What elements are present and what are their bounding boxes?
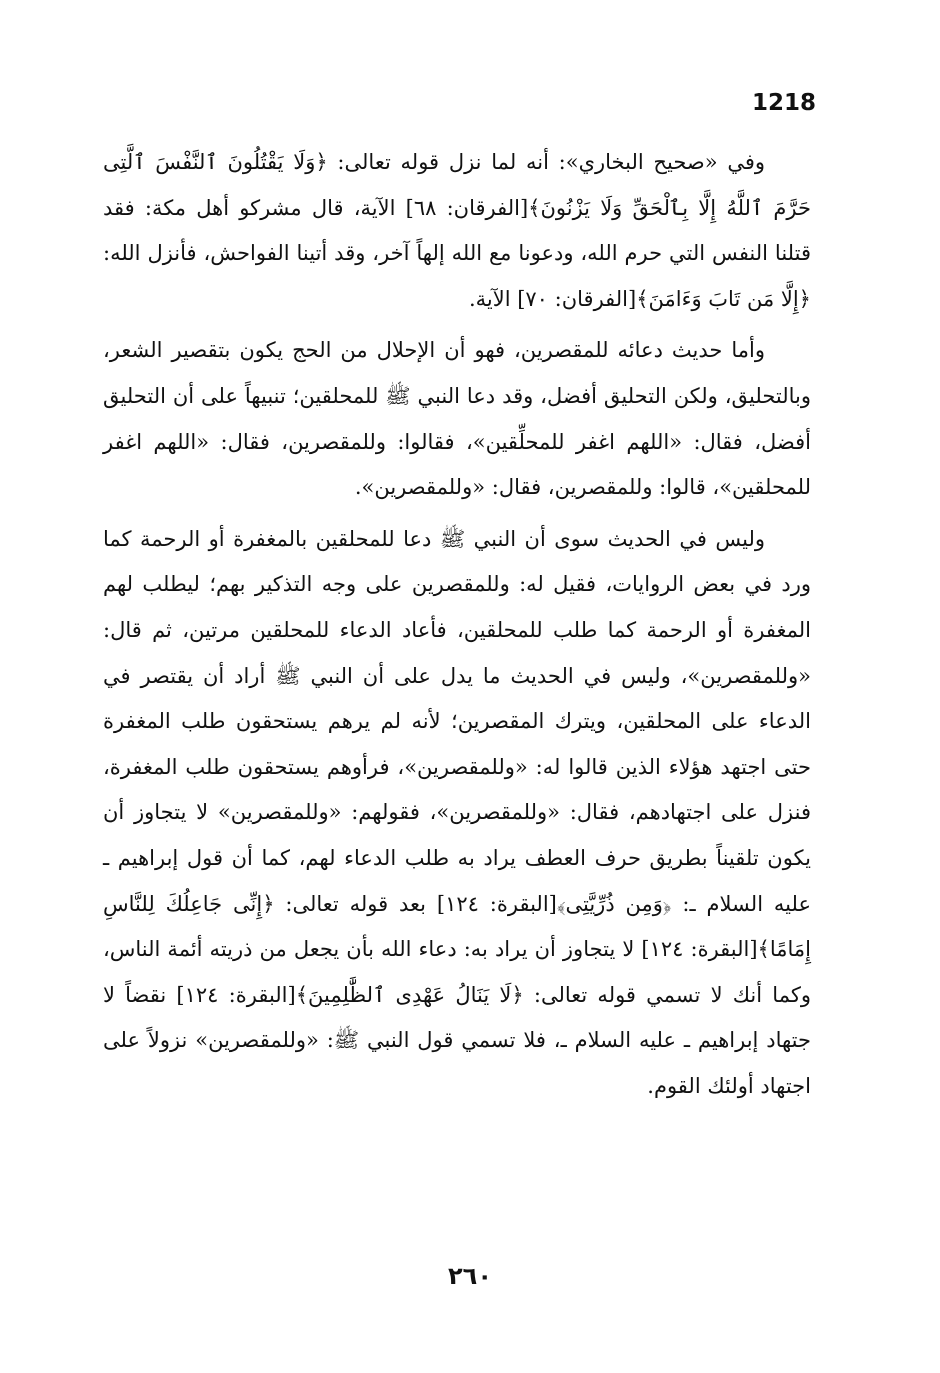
paragraph-bukhari-verse: [103, 140, 811, 322]
page-number: ٢٦٠: [448, 1262, 492, 1290]
body-text: [103, 140, 811, 1115]
paragraph-muqassirin-hadith: [103, 328, 811, 510]
paragraph-explanation: [103, 517, 811, 1110]
paragraph-text: وفي «صحيح البخاري»: أنه لما نزل قوله تعالى: ﴿وَلَا يَقْتُلُونَ ٱلنَّفْسَ ٱلَّتِى حَرَّمَ ٱللَّهُ إِلَّا بِٱلْحَقِّ وَلَا يَزْنُونَ﴾[الفرقان: ٦٨] الآية، قال مشركو أهل مكة: فقد قتلنا النفس التي حرم الله، ودعونا مع الله إلهاً آخر، وقد أتينا الفواحش، فأنزل الله: ﴿إِلَّا مَن تَابَ وَءَامَنَ﴾[الفرقان: ٧٠] الآية.: [103, 150, 811, 311]
paragraph-text: وليس في الحديث سوى أن النبي ﷺ دعا للمحلقين بالمغفرة أو الرحمة كما ورد في بعض الروايات، فقيل له: وللمقصرين على وجه التذكير بهم؛ ليطلب لهم المغفرة أو الرحمة كما طلب للمحلقين، فأعاد الدعاء للمحلقين مرتين، ثم قال: «وللمقصرين»، وليس في الحديث ما يدل على أن النبي ﷺ أراد أن يقتصر في الدعاء على المحلقين، ويترك المقصرين؛ لأنه لم يرهم يستحقون طلب المغفرة حتى اجتهد هؤلاء الذين قالوا له: «وللمقصرين»، فرأوهم يستحقون طلب المغفرة، فنزل على اجتهادهم، فقال: «وللمقصرين»، فقولهم: «وللمقصرين» لا يتجاوز أن يكون تلقيناً بطريق حرف العطف يراد به طلب الدعاء لهم، كما أن قول إبراهيم ـ عليه السلام ـ: ﴿وَمِن ذُرِّيَّتِى﴾[البقرة: ١٢٤] بعد قوله تعالى: ﴿إِنِّى جَاعِلُكَ لِلنَّاسِ إِمَامًا﴾[البقرة: ١٢٤] لا يتجاوز أن يراد به: دعاء الله بأن يجعل من ذريته أئمة الناس، وكما أنك لا تسمي قوله تعالى: ﴿لَا يَنَالُ عَهْدِى ٱلظَّٰلِمِينَ﴾[البقرة: ١٢٤] نقضاً لا جتهاد إبراهيم ـ عليه السلام ـ، فلا تسمي قول النبي ﷺ: «وللمقصرين» نزولاً على اجتهاد أولئك القوم.: [103, 526, 811, 1098]
running-page-number: 1218: [752, 90, 817, 116]
paragraph-text: وأما حديث دعائه للمقصرين، فهو أن الإحلال من الحج يكون بتقصير الشعر، وبالتحليق، ولكن التحليق أفضل، وقد دعا النبي ﷺ للمحلقين؛ تنبيهاً على أن التحليق أفضل، فقال: «اللهم اغفر للمحلِّقين»، فقالوا: وللمقصرين، فقال: «اللهم اغفر للمحلقين»، قالوا: وللمقصرين، فقال: «وللمقصرين».: [103, 338, 811, 500]
